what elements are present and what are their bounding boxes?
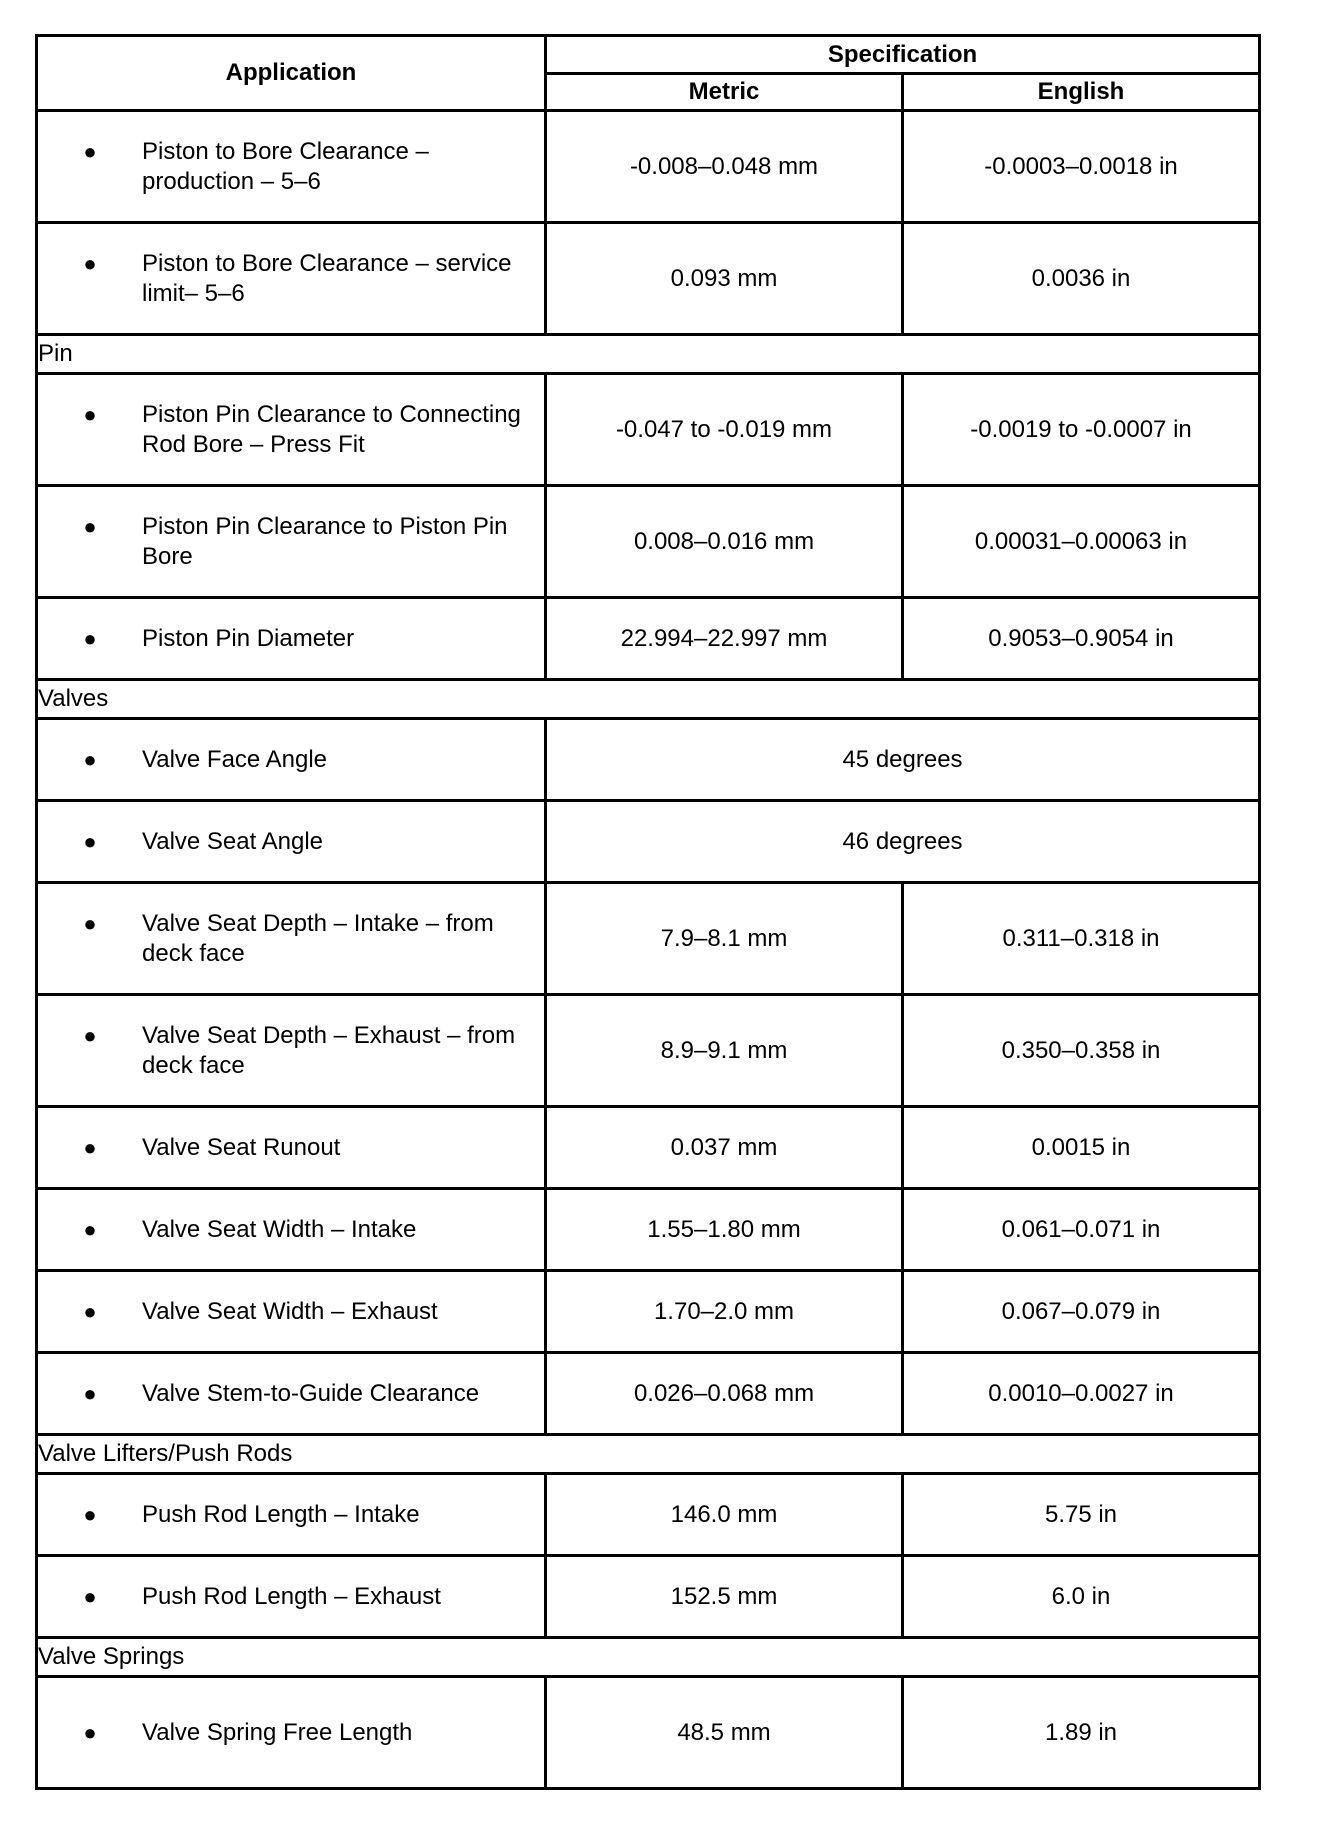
english-value: -0.0003–0.0018 in xyxy=(903,111,1260,223)
table-row xyxy=(37,223,1260,335)
bullet-icon: ● xyxy=(83,746,97,772)
english-value: 0.067–0.079 in xyxy=(903,1271,1260,1353)
bullet-icon: ● xyxy=(83,138,97,164)
english-value: 5.75 in xyxy=(903,1474,1260,1556)
table-row xyxy=(37,1353,1260,1435)
section-heading: Valve Lifters/Push Rods xyxy=(37,1435,1260,1474)
english-value: 6.0 in xyxy=(903,1556,1260,1638)
bullet-icon: ● xyxy=(83,1022,97,1048)
metric-value: 0.008–0.016 mm xyxy=(546,486,903,598)
metric-value: 22.994–22.997 mm xyxy=(546,598,903,680)
application-label: Push Rod Length – Exhaust xyxy=(142,1582,441,1610)
application-label: Valve Seat Depth – Exhaust – from deck face xyxy=(142,1021,516,1079)
english-value: 0.311–0.318 in xyxy=(903,883,1260,995)
table-row xyxy=(37,883,1260,995)
application-label: Valve Seat Runout xyxy=(142,1133,341,1161)
english-value: 0.350–0.358 in xyxy=(903,995,1260,1107)
application-header: Application xyxy=(37,36,546,111)
english-value: 1.89 in xyxy=(903,1677,1260,1789)
english-header: English xyxy=(903,74,1260,111)
application-label: Piston Pin Clearance to Connecting Rod Bore – Press Fit xyxy=(142,400,521,458)
english-value: 0.0036 in xyxy=(903,223,1260,335)
bullet-icon: ● xyxy=(83,1134,97,1160)
application-label: Piston Pin Clearance to Piston Pin Bore xyxy=(142,512,508,570)
english-value: 0.00031–0.00063 in xyxy=(903,486,1260,598)
metric-value: 152.5 mm xyxy=(546,1556,903,1638)
metric-value: 0.026–0.068 mm xyxy=(546,1353,903,1435)
application-label: Piston Pin Diameter xyxy=(142,624,355,652)
bullet-icon: ● xyxy=(83,513,97,539)
section-heading: Valve Springs xyxy=(37,1638,1260,1677)
table-row xyxy=(37,995,1260,1107)
table-row xyxy=(37,374,1260,486)
bullet-icon: ● xyxy=(83,1216,97,1242)
metric-value: 146.0 mm xyxy=(546,1474,903,1556)
section-heading: Pin xyxy=(37,335,1260,374)
combined-value: 45 degrees xyxy=(546,719,1260,801)
table-row xyxy=(37,1677,1260,1789)
table-row xyxy=(37,1474,1260,1556)
english-value: 0.0015 in xyxy=(903,1107,1260,1189)
table-row xyxy=(37,1556,1260,1638)
metric-value: 48.5 mm xyxy=(546,1677,903,1789)
metric-value: 0.093 mm xyxy=(546,223,903,335)
section-row xyxy=(37,1435,1260,1474)
bullet-icon: ● xyxy=(83,1719,97,1745)
specification-header: Specification xyxy=(546,36,1260,74)
application-label: Valve Seat Width – Exhaust xyxy=(142,1297,438,1325)
metric-value: 1.55–1.80 mm xyxy=(546,1189,903,1271)
table-row xyxy=(37,1107,1260,1189)
application-label: Valve Spring Free Length xyxy=(142,1718,413,1746)
application-label: Valve Stem-to-Guide Clearance xyxy=(142,1379,480,1407)
metric-value: -0.047 to -0.019 mm xyxy=(546,374,903,486)
specification-table xyxy=(35,34,1261,1790)
bullet-icon: ● xyxy=(83,401,97,427)
section-row xyxy=(37,680,1260,719)
metric-value: 0.037 mm xyxy=(546,1107,903,1189)
bullet-icon: ● xyxy=(83,1298,97,1324)
english-value: 0.061–0.071 in xyxy=(903,1189,1260,1271)
application-label: Piston to Bore Clearance – service limit– 5–6 xyxy=(142,249,512,307)
table-row xyxy=(37,1189,1260,1271)
application-label: Valve Seat Angle xyxy=(142,827,324,855)
application-label: Piston to Bore Clearance – production – 5–6 xyxy=(142,137,429,195)
bullet-icon: ● xyxy=(83,1380,97,1406)
metric-value: 7.9–8.1 mm xyxy=(546,883,903,995)
application-label: Push Rod Length – Intake xyxy=(142,1500,420,1528)
application-label: Valve Seat Width – Intake xyxy=(142,1215,417,1243)
english-value: -0.0019 to -0.0007 in xyxy=(903,374,1260,486)
combined-value: 46 degrees xyxy=(546,801,1260,883)
bullet-icon: ● xyxy=(83,250,97,276)
application-label: Valve Seat Depth – Intake – from deck face xyxy=(142,909,494,967)
english-value: 0.0010–0.0027 in xyxy=(903,1353,1260,1435)
section-row xyxy=(37,1638,1260,1677)
table-row xyxy=(37,486,1260,598)
metric-value: -0.008–0.048 mm xyxy=(546,111,903,223)
application-label: Valve Face Angle xyxy=(142,745,328,773)
english-value: 0.9053–0.9054 in xyxy=(903,598,1260,680)
metric-value: 1.70–2.0 mm xyxy=(546,1271,903,1353)
table-row xyxy=(37,801,1260,883)
table-row xyxy=(37,1271,1260,1353)
bullet-icon: ● xyxy=(83,1501,97,1527)
bullet-icon: ● xyxy=(83,1583,97,1609)
table-row xyxy=(37,719,1260,801)
bullet-icon: ● xyxy=(83,910,97,936)
bullet-icon: ● xyxy=(83,625,97,651)
table-row xyxy=(37,598,1260,680)
metric-value: 8.9–9.1 mm xyxy=(546,995,903,1107)
section-row xyxy=(37,335,1260,374)
metric-header: Metric xyxy=(546,74,903,111)
section-heading: Valves xyxy=(37,680,1260,719)
bullet-icon: ● xyxy=(83,828,97,854)
table-row xyxy=(37,111,1260,223)
